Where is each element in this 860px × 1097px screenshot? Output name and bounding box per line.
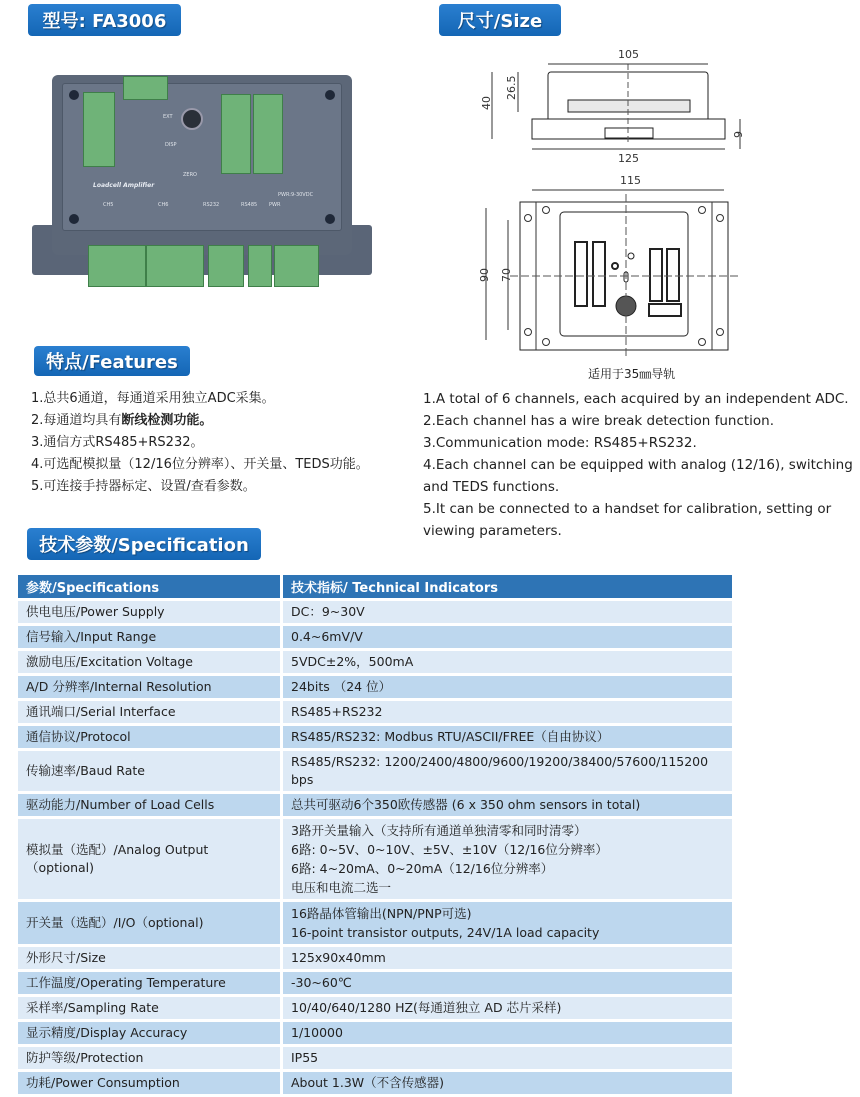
feature-item: 1.A total of 6 channels, each acquired by an independent ADC. [423,391,849,407]
size-badge: 尺寸/Size [439,4,561,36]
svg-text:26.5: 26.5 [505,75,518,100]
rs232-label: RS232 [203,202,220,208]
table-row: 外形尺寸/Size 125x90x40mm [18,947,732,969]
feature-item: 2.每通道均具有断线检测功能。 [31,413,213,428]
screw-icon [325,214,335,224]
feature-item: 3.通信方式RS485+RS232。 [31,435,204,450]
product-label: Loadcell Amplifier [93,182,155,189]
table-row: 采样率/Sampling Rate 10/40/640/1280 HZ(每通道独立 AD 芯片采样) [18,997,732,1019]
table-row: 模拟量（选配）/Analog Output（optional) 3路开关量输入（支持所有通道单独清零和同时清零） 6路: 0~5V、0~10V、±5V、±10V（12/16位分辨率） 6路: 4~20mA、0~20mA（12/16位分辨率） 电压和电流二选一 [18,819,732,899]
feature-item: 4.Each channel can be equipped with analog (12/16), switching and TEDS functions. [423,457,853,495]
terminal-block-ch5 [88,245,146,287]
model-badge: 型号: FA3006 [28,4,181,36]
ch6-label: CH6 [158,202,169,208]
product-photo [32,65,372,295]
terminal-block [123,76,168,100]
table-row: 激励电压/Excitation Voltage 5VDC±2%，500mA [18,651,732,673]
svg-text:115: 115 [620,174,641,187]
feature-item: 2.Each channel has a wire break detection function. [423,413,775,429]
specification-badge: 技术参数/Specification [27,528,261,560]
table-row: A/D 分辨率/Internal Resolution 24bits （24 位） [18,676,732,698]
feature-item: 5.It can be connected to a handset for calibration, setting or viewing parameters. [423,501,832,539]
svg-text:90: 90 [478,268,491,282]
table-row: 开关量（选配）/I/O（optional) 16路晶体管输出(NPN/PNP可选) 16-point transistor outputs, 24V/1A load capacity [18,902,732,944]
device-face [62,83,342,231]
features-list-cn [31,388,369,498]
svg-text:125: 125 [618,152,639,165]
feature-item: 1.总共6通道，每通道采用独立ADC采集。 [31,391,275,406]
din-rail-caption: 适用于35㎜导轨 [588,367,676,381]
svg-text:9: 9 [732,131,745,138]
table-row: 通讯端口/Serial Interface RS485+RS232 [18,701,732,723]
column-header-value: 技术指标/ Technical Indicators [283,575,732,598]
dimension-drawing [470,44,770,359]
power-label: PWR:9-30VDC [278,192,314,198]
table-row: 传输速率/Baud Rate RS485/RS232: 1200/2400/4800/9600/19200/38400/57600/115200 bps [18,751,732,791]
feature-item: 4.可选配模拟量（12/16位分辨率）、开关量、TEDS功能。 [31,457,369,472]
rs485-label: RS485 [241,202,258,208]
dim-105: 105 [618,48,639,61]
terminal-block [221,94,251,174]
table-row: 防护等级/Protection IP55 [18,1047,732,1069]
terminal-block-rs232 [208,245,244,287]
terminal-block-rs485 [248,245,272,287]
zero-label: ZERO [183,172,197,178]
screw-icon [69,90,79,100]
table-row: 信号输入/Input Range 0.4~6mV/V [18,626,732,648]
ch5-label: CH5 [103,202,114,208]
terminal-block-pwr [274,245,319,287]
terminal-block [83,92,115,167]
features-badge: 特点/Features [34,346,190,376]
table-header-row [18,575,732,598]
disp-label: DISP [165,142,177,148]
svg-text:40: 40 [480,96,493,110]
pwr-label: PWR [269,202,281,208]
table-row: 工作温度/Operating Temperature -30~60℃ [18,972,732,994]
ext-label: EXT [163,114,173,120]
features-list-en [423,388,853,542]
table-row: 通信协议/Protocol RS485/RS232: Modbus RTU/ASCII/FREE（自由协议） [18,726,732,748]
terminal-block [253,94,283,174]
screw-icon [325,90,335,100]
column-header-param: 参数/Specifications [18,575,280,598]
screw-icon [69,214,79,224]
table-row: 供电电压/Power Supply DC：9~30V [18,601,732,623]
table-row: 功耗/Power Consumption About 1.3W（不含传感器) [18,1072,732,1094]
handset-port [181,108,203,130]
feature-highlight: 断线检测功能。 [121,413,213,428]
feature-item: 3.Communication mode: RS485+RS232. [423,435,697,451]
device-body [52,75,352,255]
table-row: 驱动能力/Number of Load Cells 总共可驱动6个350欧传感器 (6 x 350 ohm sensors in total) [18,794,732,816]
feature-item: 5.可连接手持器标定、设置/查看参数。 [31,479,256,494]
table-row: 显示精度/Display Accuracy 1/10000 [18,1022,732,1044]
specification-table [15,572,735,1097]
svg-text:70: 70 [500,268,513,282]
terminal-block-ch6 [146,245,204,287]
